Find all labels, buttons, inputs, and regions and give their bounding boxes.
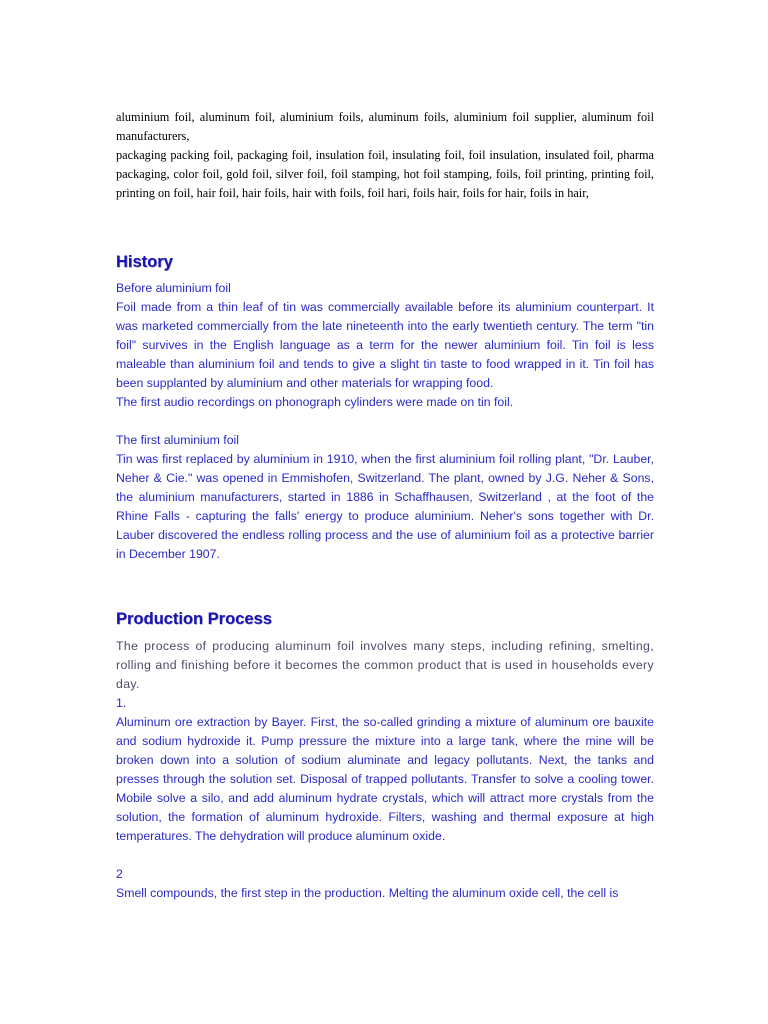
history-subheading-first-foil: The first aluminium foil	[116, 433, 240, 447]
step-1-text: Aluminum ore extraction by Bayer. First, the so-called grinding a mixture of aluminum ore bauxite and sodium hydroxide it. Pump pressure the mixture into a large tank, where the mine will be broken down into a solution of sodium aluminate and legacy pollutants. Next, the tanks and presses through the solution set. Disposal of trapped pollutants. Transfer to solve a cooling tower. Mobile solve a silo, and add aluminum hydrate crystals, which will attract more crystals from the solution, the formation of aluminum hydroxide. Filters, washing and thermal exposure at high temperatures. The dehydration will produce aluminum oxide.	[116, 715, 654, 843]
step-2-number: 2	[116, 867, 123, 881]
step-1-number: 1.	[116, 696, 127, 710]
history-paragraph-phonograph: The first audio recordings on phonograph cylinders were made on tin foil.	[116, 395, 514, 409]
production-heading: Production Process	[116, 610, 272, 628]
keyword-line-2: packaging packing foil, packaging foil, insulation foil, insulating foil, foil insulation, insulated foil, pharma packaging, color foil, gold foil, silver foil, foil stamping, hot foil stamping, foils, foil printing, printing foil, printing on foil, hair foil, hair foils, hair with foils, foil hari, foils hair, foils for hair, foils in hair,	[116, 148, 654, 200]
document-page	[116, 108, 654, 903]
history-paragraph-first-foil: Tin was first replaced by aluminium in 1910, when the first aluminium foil rolling plant, "Dr. Lauber, Neher & Cie." was opened in Emmishofen, Switzerland. The plant, owned by J.G. Neher & Sons, the aluminium manufacturers, started in 1886 in Schaffhausen, Switzerland , at the foot of the Rhine Falls - capturing the falls' energy to produce aluminium. Neher's sons together with Dr. Lauber discovered the endless rolling process and the use of aluminium foil as a protective barrier in December 1907.	[116, 452, 654, 561]
keyword-line-1: aluminium foil, aluminum foil, aluminium foils, aluminum foils, aluminium foil supplier, aluminum foil manufacturers,	[116, 110, 654, 143]
production-steps	[116, 694, 654, 903]
keyword-block	[116, 108, 654, 203]
history-paragraph-tin-foil: Foil made from a thin leaf of tin was commercially available before its aluminium counterpart. It was marketed commercially from the late nineteenth into the early twentieth century. The term "tin foil" survives in the English language as a term for the newer aluminium foil. Tin foil is less maleable than aluminium foil and tends to give a slight tin taste to food wrapped in it. Tin foil has been supplanted by aluminium and other materials for wrapping food.	[116, 300, 654, 390]
production-intro: The process of producing aluminum foil involves many steps, including refining, smelting, rolling and finishing before it becomes the common product that is used in households every day.	[116, 639, 654, 691]
history-section	[116, 279, 654, 564]
step-2-text: Smell compounds, the first step in the production. Melting the aluminum oxide cell, the cell is	[116, 886, 619, 900]
history-heading: History	[116, 253, 173, 271]
history-subheading-before: Before aluminium foil	[116, 281, 231, 295]
